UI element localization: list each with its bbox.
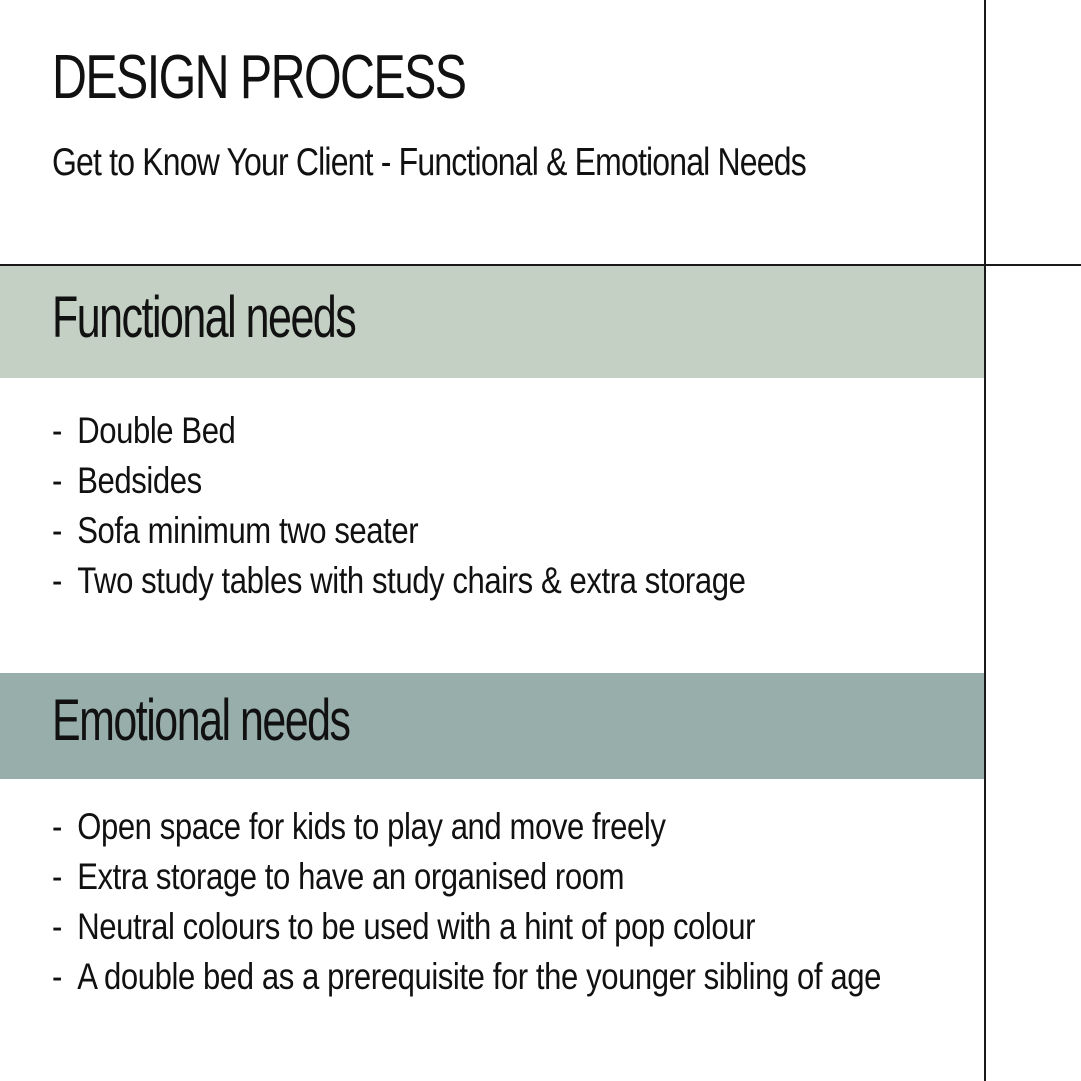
emotional-needs-list — [52, 804, 1039, 1004]
emotional-needs-heading: Emotional needs — [52, 688, 350, 753]
bullet-dash: - — [52, 906, 62, 947]
list-item — [52, 408, 745, 458]
functional-needs-band — [0, 266, 984, 378]
list-item — [52, 854, 881, 904]
list-item-text: A double bed as a prerequisite for the younger sibling of age — [77, 956, 881, 997]
list-item — [52, 954, 881, 1004]
bullet-dash: - — [52, 856, 62, 897]
bullet-dash: - — [52, 460, 62, 501]
bullet-dash: - — [52, 806, 62, 847]
list-item-text: Double Bed — [77, 410, 236, 451]
list-item-text: Sofa minimum two seater — [77, 510, 419, 551]
list-item-text: Neutral colours to be used with a hint of pop colour — [77, 906, 756, 947]
page-subtitle: Get to Know Your Client - Functional & Emotional Needs — [52, 141, 806, 184]
bullet-dash: - — [52, 410, 62, 451]
list-item — [52, 458, 745, 508]
list-item-text: Bedsides — [77, 460, 202, 501]
list-item-text: Extra storage to have an organised room — [77, 856, 625, 897]
page-title: DESIGN PROCESS — [52, 43, 466, 112]
bullet-dash: - — [52, 560, 62, 601]
list-item — [52, 508, 745, 558]
list-item-text: Two study tables with study chairs & extra storage — [77, 560, 746, 601]
list-item-text: Open space for kids to play and move freely — [77, 806, 666, 847]
bullet-dash: - — [52, 956, 62, 997]
emotional-needs-band — [0, 673, 984, 779]
list-item — [52, 804, 881, 854]
functional-needs-heading: Functional needs — [52, 285, 356, 350]
list-item — [52, 558, 745, 608]
bullet-dash: - — [52, 510, 62, 551]
list-item — [52, 904, 881, 954]
functional-needs-list — [52, 408, 878, 608]
